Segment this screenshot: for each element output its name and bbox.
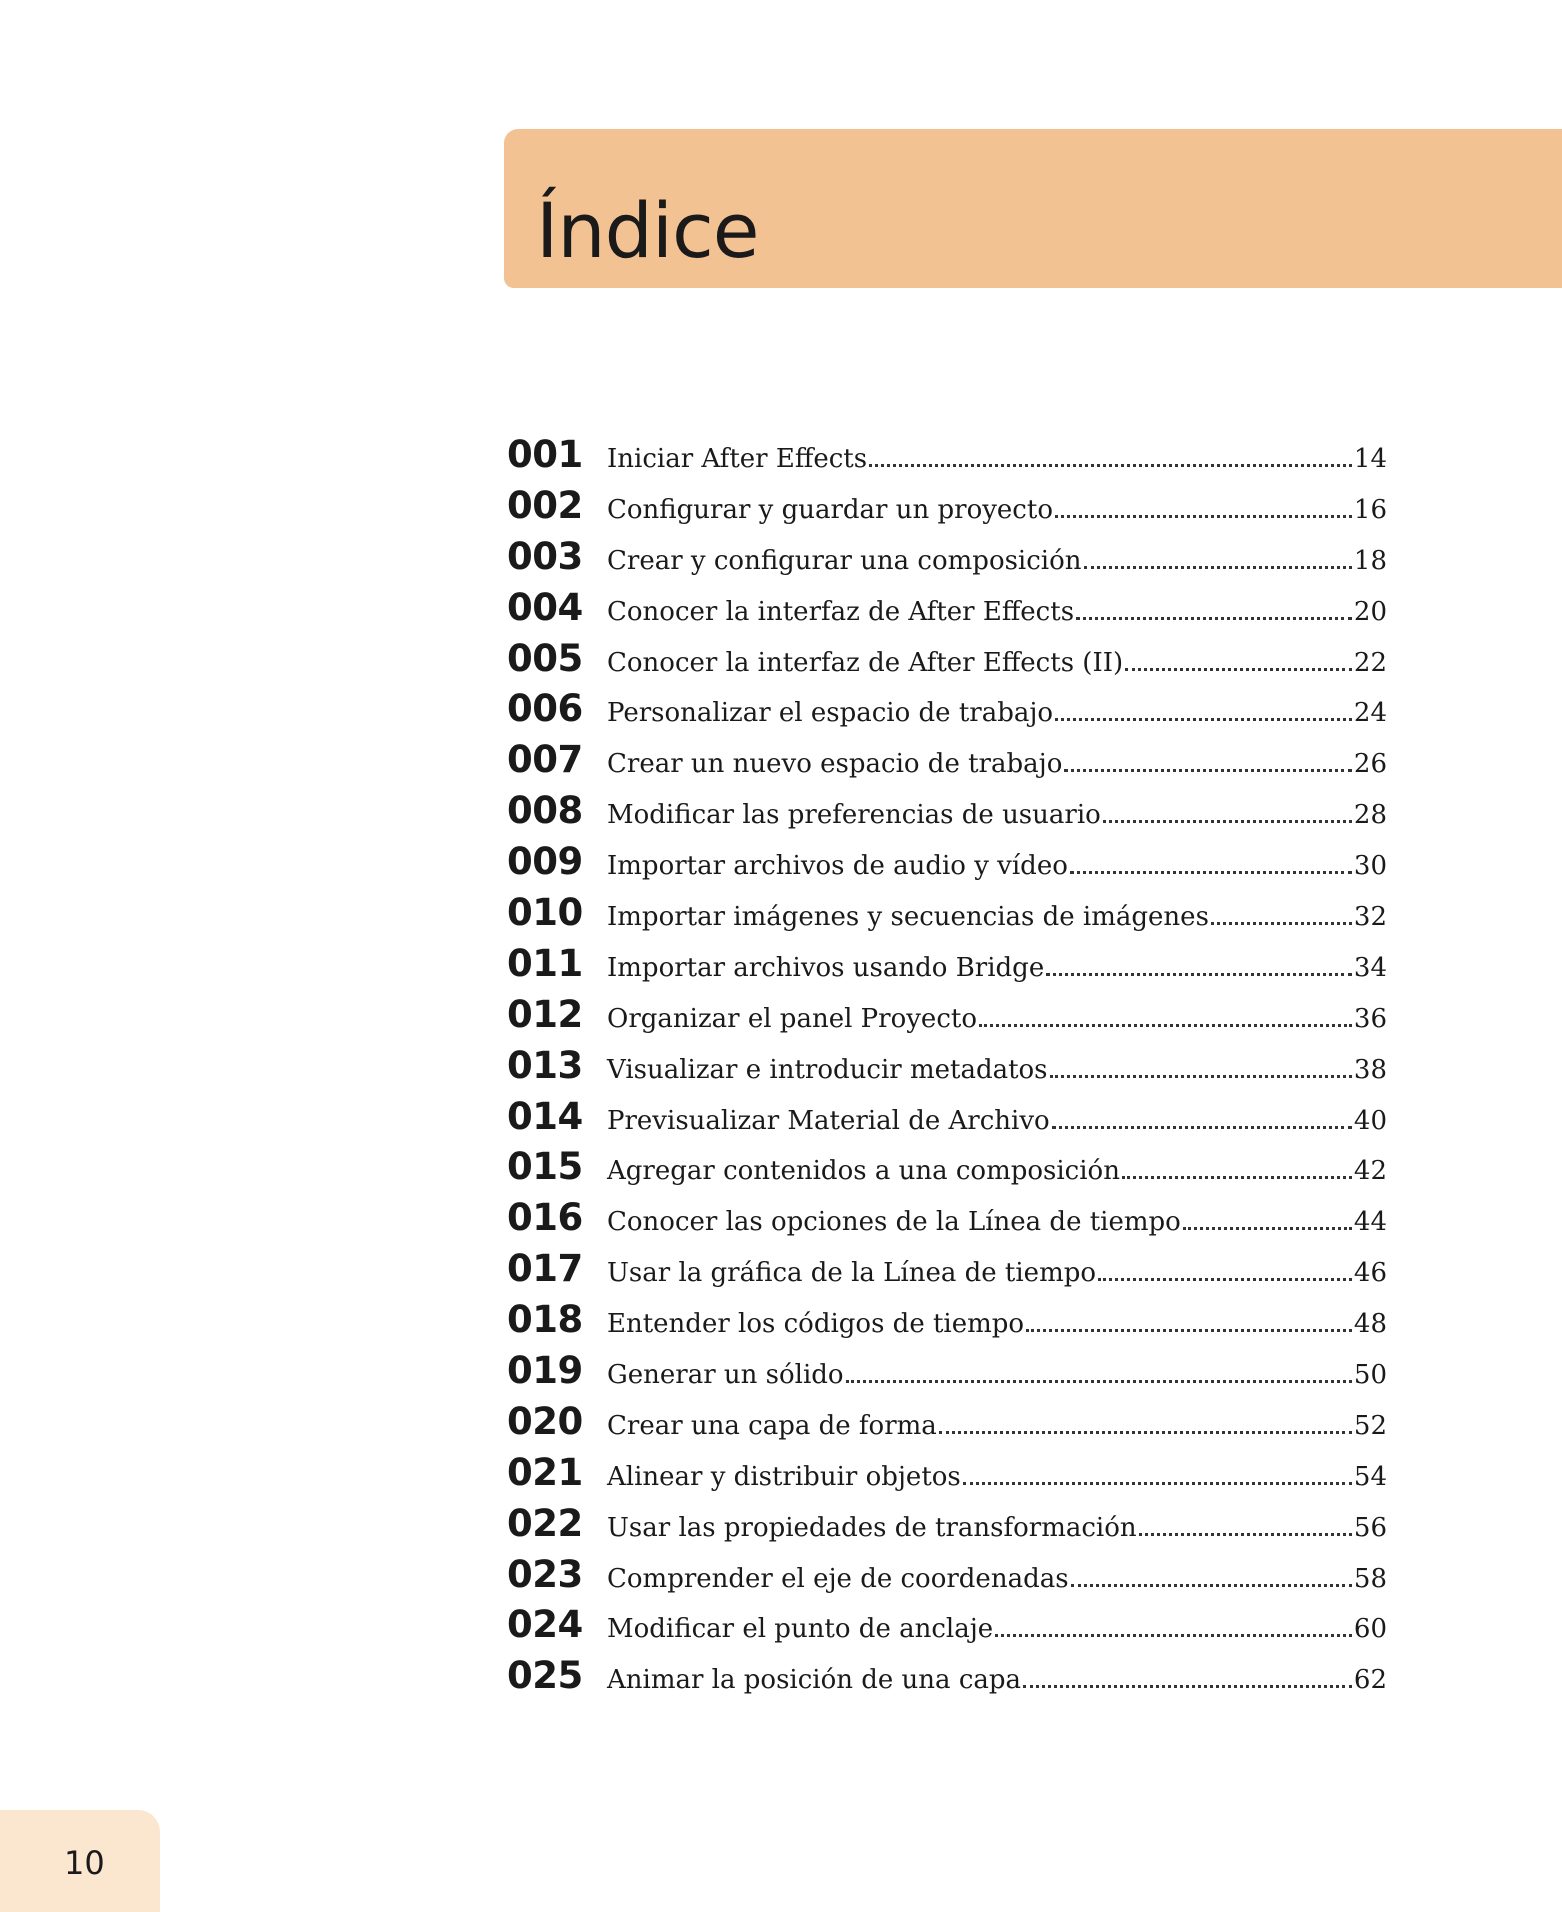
dot-leader [1084, 566, 1352, 569]
toc-entry-page: 42 [1353, 1156, 1387, 1187]
toc-entry-number: 022 [507, 1501, 583, 1545]
toc-entry-number: 008 [507, 789, 583, 833]
toc-entry-number: 004 [507, 585, 583, 629]
toc-entry-number: 015 [507, 1145, 583, 1189]
toc-entry[interactable] [507, 1145, 1387, 1196]
toc-entry[interactable] [507, 1196, 1387, 1247]
dot-leader [1052, 1126, 1352, 1129]
dot-leader [1055, 718, 1352, 721]
toc-entry-page: 38 [1353, 1054, 1387, 1085]
toc-entry-number: 009 [507, 840, 583, 884]
toc-entry[interactable] [507, 535, 1387, 586]
toc-entry[interactable] [507, 1451, 1387, 1502]
toc-entry-number: 019 [507, 1349, 583, 1393]
toc-entry-number: 023 [507, 1552, 583, 1596]
toc-entry-title: Importar imágenes y secuencias de imágenes [607, 902, 1209, 933]
dot-leader [1023, 1685, 1352, 1688]
toc-entry-page: 30 [1353, 851, 1387, 882]
toc-entry-number: 011 [507, 941, 583, 985]
title-banner [504, 129, 1562, 288]
toc-entry-page: 58 [1353, 1563, 1387, 1594]
page-number: 10 [64, 1844, 105, 1882]
toc-entry-title: Modificar las preferencias de usuario [607, 800, 1101, 831]
toc-entry[interactable] [507, 1095, 1387, 1146]
toc-entry-title: Visualizar e introducir metadatos [607, 1054, 1048, 1085]
dot-leader [1183, 1227, 1352, 1230]
toc-entry-page: 34 [1353, 952, 1387, 983]
dot-leader [963, 1482, 1352, 1485]
toc-entry-page: 36 [1353, 1003, 1387, 1034]
toc-entry-page: 16 [1353, 494, 1387, 525]
toc-entry-title: Usar la gráfica de la Línea de tiempo [607, 1258, 1097, 1289]
toc-entry-title: Agregar contenidos a una composición [607, 1156, 1120, 1187]
dot-leader [1055, 515, 1352, 518]
toc-entry-page: 22 [1353, 647, 1387, 678]
toc-entry-number: 014 [507, 1094, 583, 1138]
toc-entry[interactable] [507, 637, 1387, 688]
toc-entry-number: 025 [507, 1654, 583, 1698]
toc-entry-number: 020 [507, 1399, 583, 1443]
toc-entry-number: 012 [507, 992, 583, 1036]
toc-entry-number: 016 [507, 1196, 583, 1240]
toc-entry-title: Crear una capa de forma [607, 1410, 937, 1441]
toc-entry-number: 013 [507, 1043, 583, 1087]
dot-leader [939, 1431, 1352, 1434]
toc-entry[interactable] [507, 1603, 1387, 1654]
toc-entry-title: Usar las propiedades de transformación [607, 1512, 1137, 1543]
toc-entry-title: Previsualizar Material de Archivo [607, 1105, 1050, 1136]
toc-entry-title: Configurar y guardar un proyecto [607, 494, 1053, 525]
toc-entry[interactable] [507, 1502, 1387, 1553]
toc-entry[interactable] [507, 891, 1387, 942]
toc-entry-page: 50 [1353, 1360, 1387, 1391]
toc-entry[interactable] [507, 1247, 1387, 1298]
dot-leader [1071, 1584, 1352, 1587]
dot-leader [1046, 973, 1352, 976]
toc-entry-number: 024 [507, 1603, 583, 1647]
toc-entry-page: 54 [1353, 1461, 1387, 1492]
toc-entry-title: Conocer la interfaz de After Effects [607, 596, 1075, 627]
toc-entry[interactable] [507, 993, 1387, 1044]
toc-entry-page: 56 [1353, 1512, 1387, 1543]
toc-entry-title: Importar archivos de audio y vídeo [607, 851, 1068, 882]
toc-entry-number: 005 [507, 636, 583, 680]
toc-entry[interactable] [507, 1298, 1387, 1349]
dot-leader [995, 1634, 1352, 1637]
table-of-contents [507, 433, 1387, 1705]
toc-entry-page: 48 [1353, 1309, 1387, 1340]
toc-entry-page: 52 [1353, 1410, 1387, 1441]
toc-entry-title: Entender los códigos de tiempo [607, 1309, 1025, 1340]
toc-entry-page: 62 [1353, 1665, 1387, 1696]
dot-leader [1026, 1329, 1352, 1332]
toc-entry-title: Personalizar el espacio de trabajo [607, 698, 1054, 729]
toc-entry-number: 010 [507, 891, 583, 935]
toc-entry-title: Generar un sólido [607, 1360, 844, 1391]
toc-entry[interactable] [507, 738, 1387, 789]
toc-entry-page: 26 [1353, 749, 1387, 780]
toc-entry-number: 006 [507, 687, 583, 731]
toc-entry-number: 001 [507, 433, 583, 476]
toc-entry-number: 003 [507, 534, 583, 578]
toc-entry[interactable] [507, 484, 1387, 535]
toc-entry[interactable] [507, 1553, 1387, 1604]
toc-entry-number: 002 [507, 483, 583, 527]
toc-entry[interactable] [507, 1654, 1387, 1705]
toc-entry-title: Conocer la interfaz de After Effects (II) [607, 647, 1124, 678]
dot-leader [1211, 922, 1352, 925]
toc-entry-page: 60 [1353, 1614, 1387, 1645]
toc-entry-number: 007 [507, 738, 583, 782]
dot-leader [869, 464, 1352, 467]
toc-entry-page: 24 [1353, 698, 1387, 729]
dot-leader [1064, 769, 1352, 772]
toc-entry-title: Crear y configurar una composición [607, 545, 1082, 576]
toc-entry-page: 20 [1353, 596, 1387, 627]
toc-entry-title: Comprender el eje de coordenadas [607, 1563, 1069, 1594]
toc-entry-title: Crear un nuevo espacio de trabajo [607, 749, 1063, 780]
toc-entry-number: 021 [507, 1450, 583, 1494]
toc-entry[interactable] [507, 586, 1387, 637]
toc-entry-title: Modificar el punto de anclaje [607, 1614, 994, 1645]
toc-entry-title: Conocer las opciones de la Línea de tiempo [607, 1207, 1181, 1238]
page-title: Índice [536, 186, 759, 275]
toc-entry[interactable] [507, 1349, 1387, 1400]
toc-entry-page: 46 [1353, 1258, 1387, 1289]
toc-entry[interactable] [507, 687, 1387, 738]
toc-entry-title: Alinear y distribuir objetos [607, 1461, 961, 1492]
dot-leader [1070, 871, 1352, 874]
dot-leader [1076, 617, 1352, 620]
toc-entry-title: Iniciar After Effects [607, 444, 868, 474]
toc-entry[interactable] [507, 942, 1387, 993]
toc-entry-number: 017 [507, 1247, 583, 1291]
dot-leader [1125, 668, 1352, 671]
toc-entry[interactable] [507, 1400, 1387, 1451]
toc-entry-title: Animar la posición de una capa [607, 1665, 1022, 1696]
dot-leader [1050, 1075, 1352, 1078]
dot-leader [1098, 1278, 1352, 1281]
dot-leader [846, 1380, 1352, 1383]
toc-entry-page: 28 [1353, 800, 1387, 831]
toc-entry-page: 14 [1353, 444, 1387, 474]
toc-entry-title: Organizar el panel Proyecto [607, 1003, 977, 1034]
page-number-tab [0, 1810, 160, 1912]
toc-entry-page: 40 [1353, 1105, 1387, 1136]
dot-leader [1122, 1176, 1352, 1179]
dot-leader [979, 1024, 1352, 1027]
toc-entry-page: 18 [1353, 545, 1387, 576]
toc-entry[interactable] [507, 789, 1387, 840]
toc-entry-number: 018 [507, 1298, 583, 1342]
dot-leader [1103, 820, 1352, 823]
toc-entry-title: Importar archivos usando Bridge [607, 952, 1045, 983]
toc-entry[interactable] [507, 840, 1387, 891]
dot-leader [1139, 1533, 1352, 1536]
toc-entry-page: 32 [1353, 902, 1387, 933]
toc-entry[interactable] [507, 1044, 1387, 1095]
toc-entry[interactable] [507, 433, 1387, 484]
toc-entry-page: 44 [1353, 1207, 1387, 1238]
